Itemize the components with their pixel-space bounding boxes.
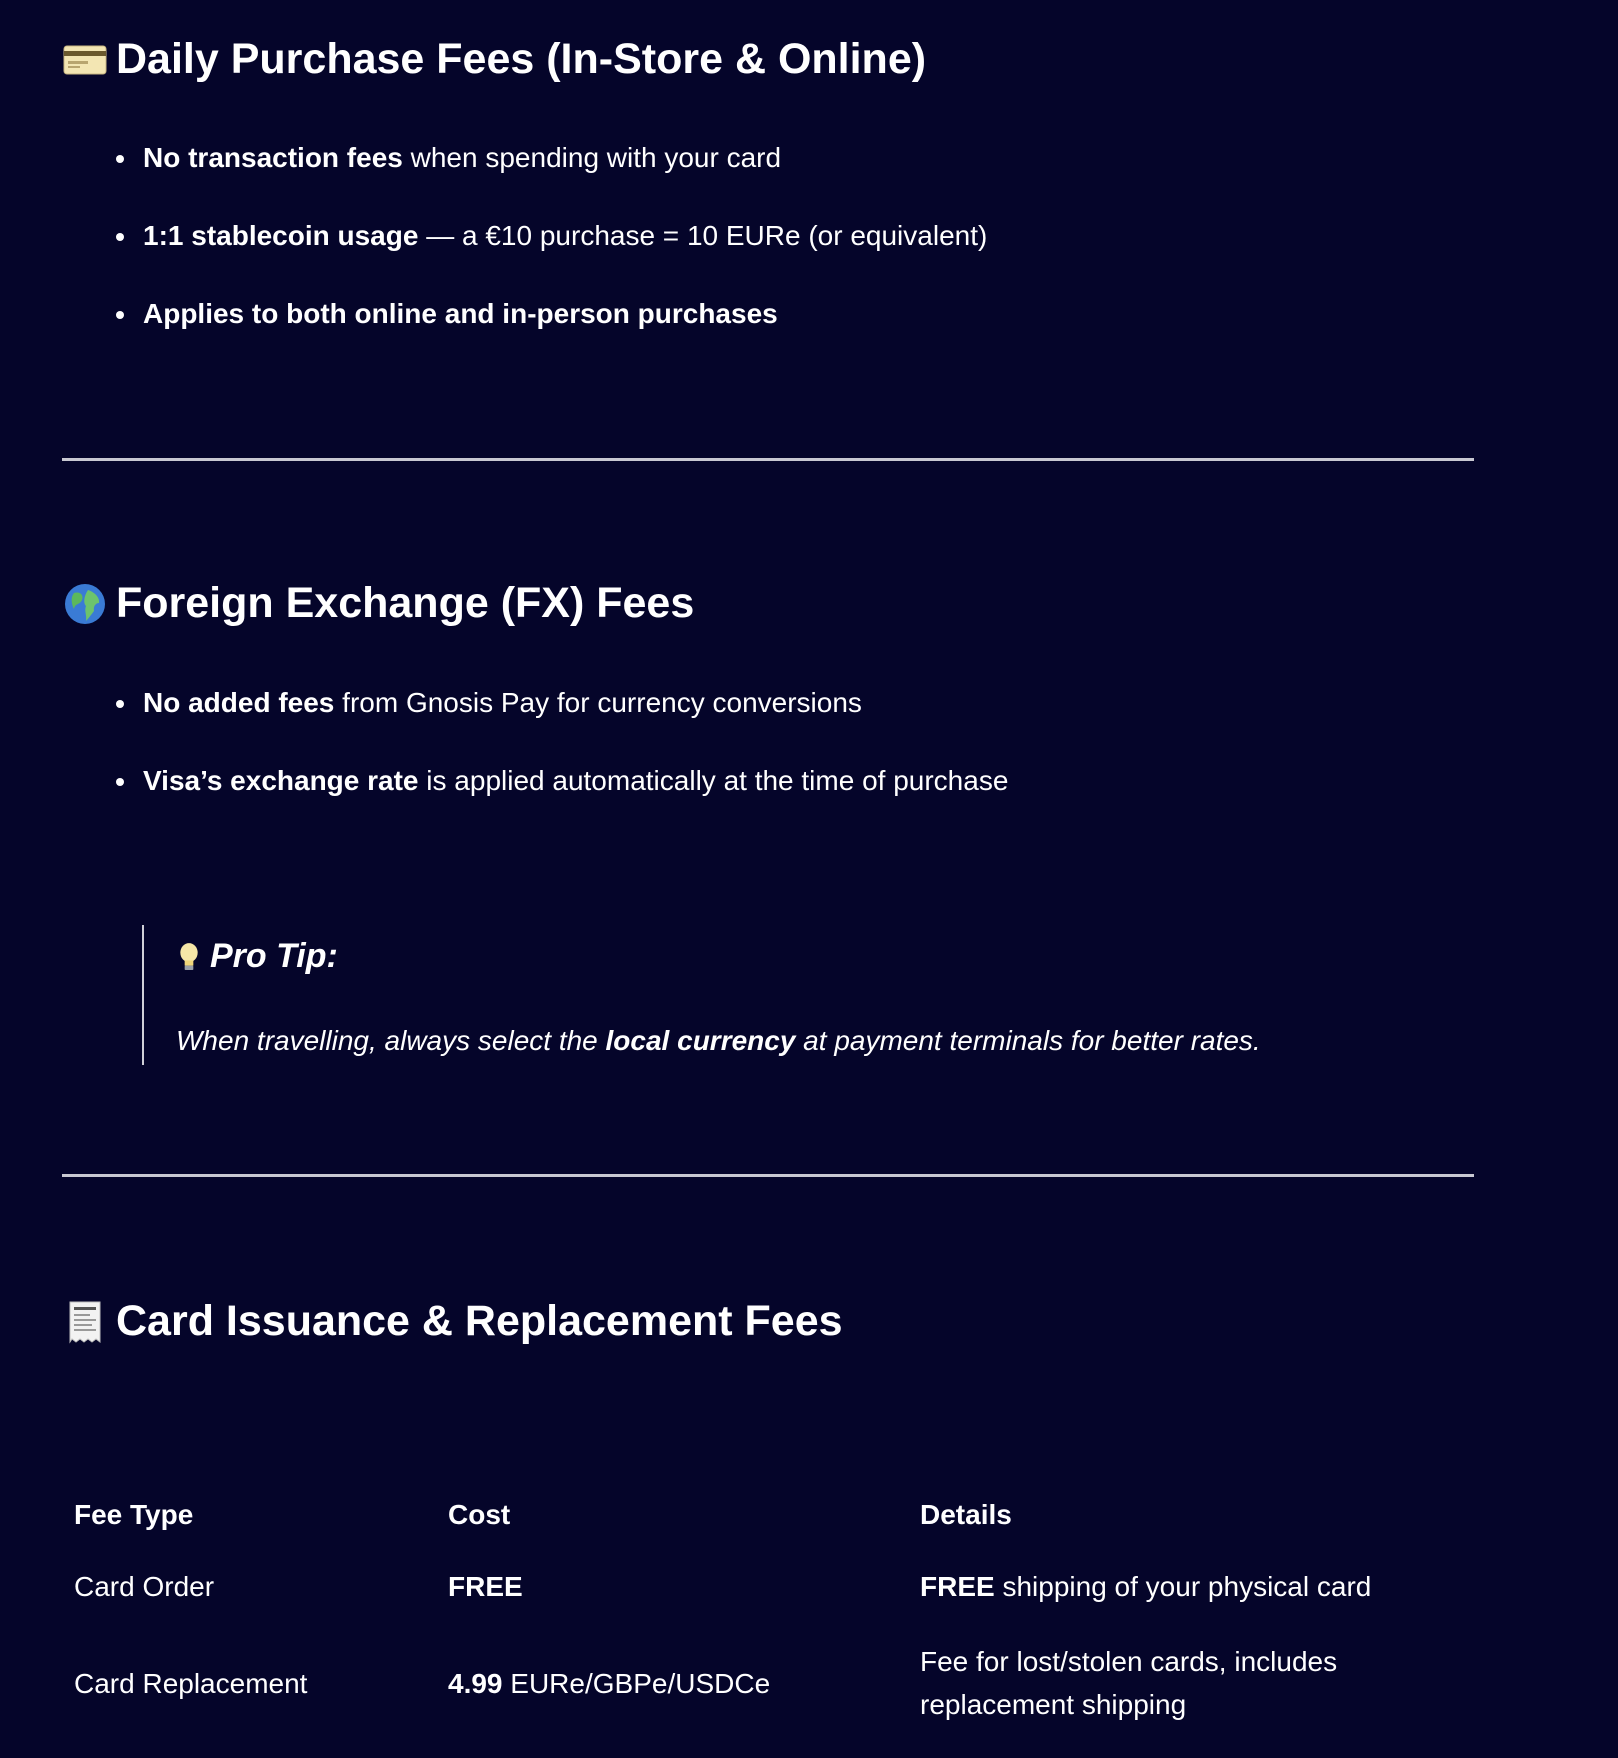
fx-fees-heading [62, 580, 694, 627]
list-item [112, 682, 1008, 760]
bullet-bold-text: No added fees [143, 687, 335, 718]
lightbulb-icon [176, 941, 202, 973]
table-row [62, 1624, 1492, 1742]
details-text: shipping of your physical card [994, 1571, 1372, 1602]
column-header: Details [920, 1499, 1012, 1530]
fee-type-cell: Card Order [74, 1571, 215, 1602]
bullet-bold-text: Visa’s exchange rate [143, 765, 419, 796]
details-cell [908, 1624, 1492, 1742]
pro-tip-title [176, 937, 338, 976]
bullet-bold-text: 1:1 stablecoin usage [143, 220, 419, 251]
cost-cell [436, 1624, 908, 1742]
pro-tip-text [176, 1025, 1261, 1057]
fee-type-cell: Card Replacement [74, 1667, 308, 1699]
bullet-text: — a €10 purchase = 10 EURe (or equivalent) [418, 220, 988, 251]
daily-fees-list [112, 137, 987, 371]
pro-tip-callout [142, 925, 1261, 1065]
bullet-text: from Gnosis Pay for currency conversions [334, 687, 862, 718]
section-divider [62, 458, 1474, 461]
bullet-text: when spending with your card [402, 142, 782, 173]
tip-bold-text: local currency [605, 1025, 796, 1056]
bullet-bold-text: Applies to both online and in-person purchases [143, 298, 778, 329]
receipt-icon [62, 1299, 108, 1345]
column-header: Fee Type [74, 1499, 194, 1530]
list-item [112, 293, 987, 371]
cost-cell [436, 1550, 908, 1624]
cost-amount: FREE [448, 1571, 523, 1602]
table-header-row [62, 1480, 1492, 1550]
tip-text-after: at payment terminals for better rates. [795, 1025, 1261, 1056]
pro-tip-label: Pro Tip: [210, 937, 338, 975]
globe-icon [62, 581, 108, 627]
fx-fees-list [112, 682, 1008, 838]
credit-card-icon [62, 37, 108, 83]
daily-fees-heading [62, 36, 926, 83]
card-fees-heading [62, 1298, 843, 1345]
card-fees-table [62, 1480, 1492, 1742]
section-divider [62, 1174, 1474, 1177]
cost-currency: EURe/GBPe/USDCe [502, 1667, 771, 1699]
column-header: Cost [448, 1499, 511, 1530]
list-item [112, 137, 987, 215]
list-item [112, 215, 987, 293]
fx-fees-title: Foreign Exchange (FX) Fees [116, 579, 695, 627]
details-text: Fee for lost/stolen cards, includes replacement shipping [920, 1646, 1338, 1720]
bullet-text: is applied automatically at the time of purchase [418, 765, 1009, 796]
details-cell [908, 1550, 1492, 1624]
daily-fees-title: Daily Purchase Fees (In-Store & Online) [116, 35, 927, 83]
card-fees-title: Card Issuance & Replacement Fees [116, 1297, 843, 1345]
tip-text-before: When travelling, always select the [176, 1025, 606, 1056]
details-bold-text: FREE [920, 1571, 995, 1602]
table-row [62, 1550, 1492, 1624]
bullet-bold-text: No transaction fees [143, 142, 403, 173]
list-item [112, 760, 1008, 838]
cost-amount: 4.99 [448, 1667, 503, 1699]
